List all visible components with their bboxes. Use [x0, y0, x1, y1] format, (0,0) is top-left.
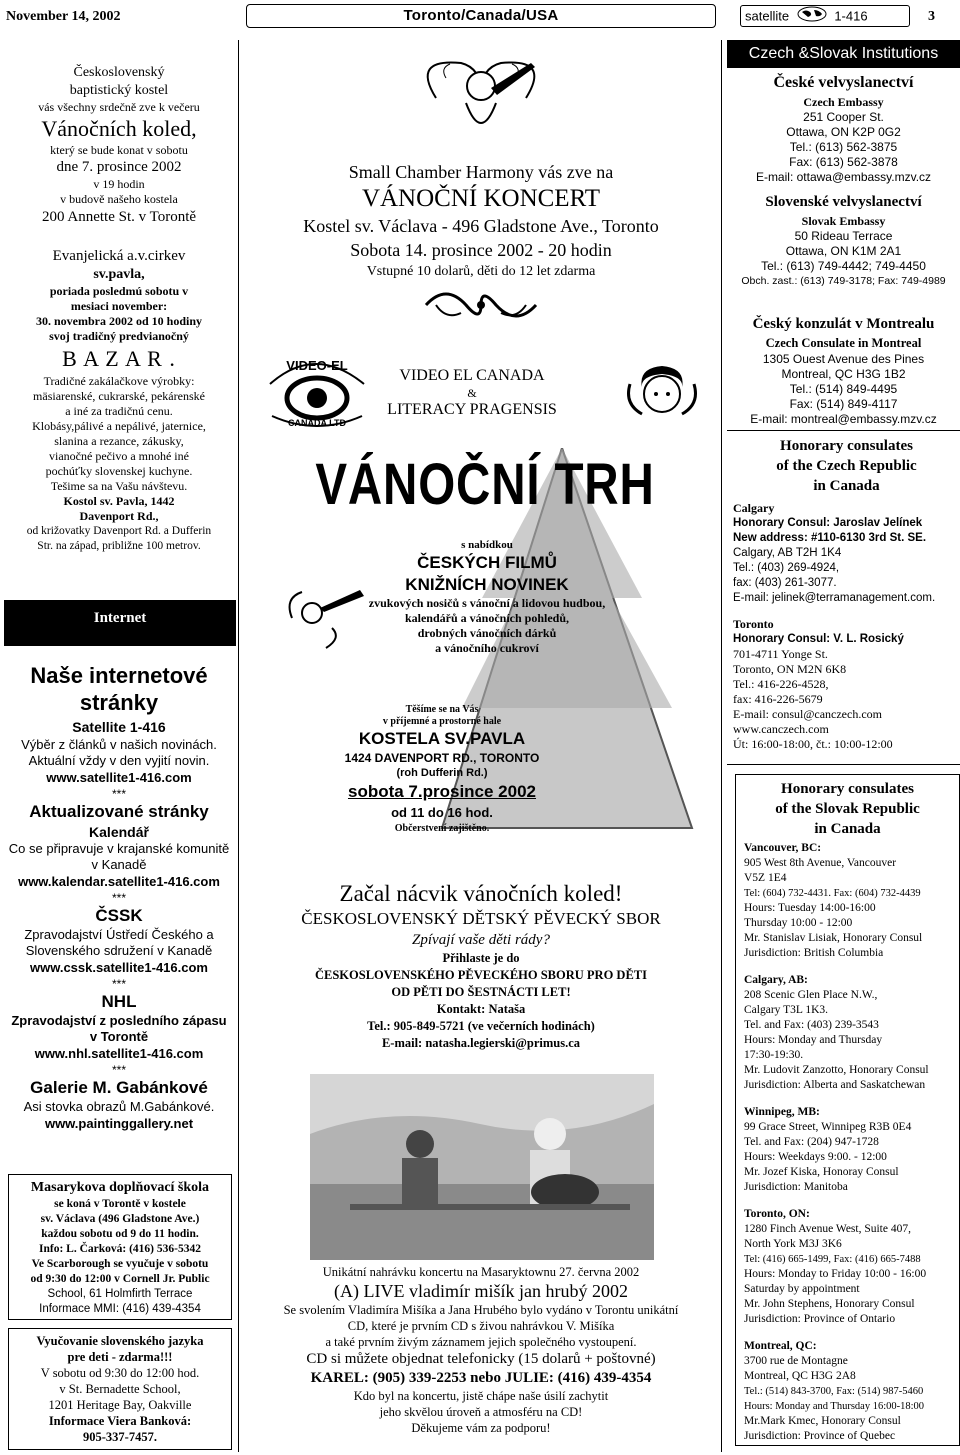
cd-notice [246, 1264, 716, 1436]
cd-title: (A) LIVE vladimír mišík jan hrubý 2002 [334, 1281, 628, 1301]
hc-heading: of the Czech Republic [776, 458, 917, 474]
hc-heading: of the Slovak Republic [775, 801, 920, 817]
hc-line: 17:30-19:30. [744, 1049, 804, 1061]
slovak-honorary-consulates [735, 774, 960, 1446]
hc-line: fax: (403) 261-3077. [733, 577, 837, 589]
hc-line: V5Z 1E4 [744, 872, 787, 884]
box-line: V sobotu od 9:30 do 12:00 hod. [40, 1366, 200, 1380]
globe-icon [796, 6, 828, 28]
notice-line: pochúťky slovenskej kuchyne. [45, 464, 193, 478]
hc-line: Tel.: 416-226-4528, [733, 677, 829, 691]
notice-line: a iné za tradičnú cenu. [65, 404, 173, 418]
hc-line: fax: 416-226-5679 [733, 692, 823, 706]
web-desc: Zpravodajství Ústředí Českého a [24, 927, 214, 942]
hc-city: Montreal, QC: [744, 1340, 817, 1352]
hc-line: Hours: Tuesday 14:00-16:00 [744, 902, 876, 914]
cd-line: jeho skvělou úroveň a atmosféru na CD! [379, 1405, 583, 1419]
hc-line: Honorary Consul: Jaroslav Jelínek [733, 517, 923, 529]
cd-line: Unikátní nahrávku koncertu na Masaryktownu 27. června 2002 [322, 1265, 640, 1279]
angel-illustration [406, 48, 556, 148]
offer-line: a vánočního cukroví [435, 641, 539, 655]
venue-corner: (roh Dufferin Rd.) [396, 767, 488, 779]
choir-notice [246, 880, 716, 1052]
inst-line: Montreal, QC H3G 1B2 [781, 367, 906, 381]
hc-line: Tel. and Fax: (403) 239-3543 [744, 1019, 879, 1031]
notice-line: Klobásy,pálivé a nepálivé, jaternice, [32, 419, 206, 433]
inst-line: Fax: (613) 562-3878 [789, 155, 898, 169]
hc-line: Tel.: (403) 269-4924, [733, 562, 840, 574]
web-section-title: Aktualizované stránky [29, 802, 209, 821]
choir-line: Přihlaste je do [442, 951, 520, 965]
hc-line: Jurisdiction: Province of Quebec [744, 1430, 896, 1442]
notice-line: 30. novembra 2002 od 10 hodiny [35, 314, 203, 328]
page-header [0, 0, 960, 34]
satellite-label: satellite [745, 8, 790, 24]
separator: *** [111, 787, 126, 801]
hc-line: Montreal, QC H3G 2A8 [744, 1370, 856, 1382]
box-line: 1201 Heritage Bay, Oakville [48, 1398, 192, 1412]
inst-line: 50 Rideau Terrace [794, 229, 893, 243]
offer-line: zvukových nosičů s vánoční a lidovou hudbou, [368, 596, 606, 610]
bazar-headline: B A Z A R . [62, 346, 176, 371]
concert-invite: Small Chamber Harmony vás zve na [348, 162, 614, 182]
hc-line: North York M3J 3K6 [744, 1238, 842, 1250]
hc-line: Calgary T3L 1K3. [744, 1004, 828, 1016]
hc-line: Toronto, ON M2N 6K8 [733, 662, 847, 676]
masaryk-school-box [8, 1174, 232, 1320]
hc-city: Toronto [733, 617, 774, 631]
hc-city: Winnipeg, MB: [744, 1106, 820, 1118]
ad-company: LITERACY PRAGENSIS [387, 401, 557, 418]
calendar-link[interactable]: www.kalendar.satellite1-416.com [18, 874, 220, 889]
venue-address: 1424 DAVENPORT RD., TORONTO [344, 751, 540, 765]
hc-city: Vancouver, BC: [744, 842, 822, 854]
inst-heading: Český konzulát v Montrealu [752, 316, 935, 332]
satellite-number: 1-416 [834, 8, 868, 24]
hc-line: 1280 Finch Avenue West, Suite 407, [744, 1223, 911, 1235]
cd-line: CD, které je prvním CD s živou nahrávkou V. Mišíka [347, 1319, 615, 1333]
inst-name: Czech Embassy [803, 95, 884, 109]
hc-city: Calgary [733, 501, 775, 515]
box-line: Informace MMI: (416) 439-4354 [39, 1303, 201, 1315]
angel-portrait-icon [622, 354, 702, 434]
offer-line: kalendářů a vánočních pohledů, [404, 611, 570, 625]
ad-company: VIDEO EL CANADA [399, 367, 545, 384]
notice-line: který se bude konat v sobotu [50, 143, 188, 157]
czech-honorary-consulates [733, 436, 960, 752]
venue-intro: Těšíme se na Vás [405, 704, 479, 715]
column-divider-left [238, 40, 239, 1452]
hc-line: Mr. John Stephens, Honorary Consul [744, 1298, 915, 1310]
web-section-title: Galerie M. Gabánkové [30, 1078, 208, 1097]
concert-ad [246, 44, 716, 340]
concert-date: Sobota 14. prosince 2002 - 20 hodin [350, 240, 612, 260]
notice-line: od križovatky Davenport Rd. a Dufferin [26, 525, 212, 537]
inst-name: Czech Consulate in Montreal [765, 336, 922, 350]
section-title: Toronto/Canada/USA [246, 4, 716, 28]
hc-line: Hours: Monday to Friday 10:00 - 16:00 [744, 1268, 927, 1280]
notice-line: v 19 hodin [93, 177, 145, 191]
web-desc: Zpravodajství z posledního zápasu [11, 1013, 227, 1028]
concert-admission: Vstupné 10 dolarů, děti do 12 let zdarma [366, 264, 596, 279]
choir-line: ČESKOSLOVENSKÉHO PĚVECKÉHO SBORU PRO DĚTI [314, 968, 647, 982]
web-desc: Asi stovka obrazů M.Gabánkové. [23, 1099, 215, 1114]
inst-line: Obch. zast.: (613) 749-3178; Fax: 749-4989 [741, 275, 946, 287]
separator: *** [111, 977, 126, 991]
web-section-subtitle: Kalendář [89, 824, 149, 840]
inst-heading: Slovenské velvyslanectví [765, 194, 922, 210]
cd-thanks: Děkujeme vám za podporu! [411, 1421, 551, 1435]
web-desc: Slovenského sdružení v Kanadě [25, 943, 213, 958]
ornament-divider [416, 280, 546, 330]
hc-hours: Út: 16:00-18:00, čt.: 10:00-12:00 [733, 737, 893, 751]
hc-line: Jurisdiction: Province of Ontario [744, 1313, 896, 1325]
slovak-embassy [727, 192, 960, 289]
notice-line: Československý [73, 65, 165, 80]
hc-city: Calgary, AB: [744, 974, 808, 986]
notice-line: vás všechny srdečně zve k večeru [38, 100, 200, 114]
web-section-title: NHL [101, 992, 137, 1011]
hc-line: 208 Scenic Glen Place N.W., [744, 989, 878, 1001]
notice-line: Evanjelická a.v.cirkev [52, 248, 186, 264]
venue-intro: v příjemné a prostorné hale [382, 716, 502, 727]
box-title: Masarykova doplňovací škola [30, 1180, 210, 1195]
notice-line: sv.pavla, [93, 267, 145, 282]
hc-line: Tel: (416) 665-1499, Fax: (416) 665-7488 [744, 1254, 921, 1265]
concert-title: VÁNOČNÍ KONCERT [361, 185, 601, 212]
hc-line: Thursday 10:00 - 12:00 [744, 917, 853, 929]
trumpet-angel-icon [282, 578, 372, 658]
inst-email[interactable]: E-mail: ottawa@embassy.mzv.cz [755, 170, 932, 184]
cssk-link[interactable]: www.cssk.satellite1-416.com [29, 960, 208, 975]
inst-line: Ottawa, ON K2P 0G2 [786, 125, 901, 139]
choir-email[interactable]: E-mail: natasha.legierski@primus.ca [381, 1036, 581, 1050]
hc-line: Tel. and Fax: (204) 947-1728 [744, 1136, 879, 1148]
web-title: Naše internetové stránky [30, 663, 208, 715]
market-hours: od 11 do 16 hod. [391, 805, 493, 820]
venue-name: KOSTELA SV.PAVLA [358, 729, 526, 748]
notice-line: v budově našeho kostela [60, 192, 178, 206]
hc-city: Toronto, ON: [744, 1208, 810, 1220]
satellite-link[interactable]: www.satellite1-416.com [46, 770, 192, 785]
separator: *** [111, 1063, 126, 1077]
hc-line: Hours: Monday and Thursday 16:00-18:00 [744, 1401, 925, 1412]
hc-line: 3700 rue de Montagne [744, 1355, 848, 1367]
hc-line: Mr. Ludovit Zanzotto, Honorary Consul [744, 1064, 929, 1076]
logo-subtext: CANADA LTD [288, 418, 346, 428]
box-line: 905-337-7457. [83, 1430, 157, 1444]
notice-line: baptistický kostel [69, 83, 169, 98]
box-line: pre deti - zdarma!!! [67, 1350, 173, 1364]
hc-line: Hours: Weekdays 9:00. - 12:00 [744, 1151, 887, 1163]
inst-line: Fax: (514) 849-4117 [789, 397, 898, 411]
page-number: 3 [928, 9, 935, 24]
hc-line: Mr. Jozef Kiska, Honoray Consul [744, 1166, 899, 1178]
hc-heading: in Canada [814, 821, 881, 837]
czech-consulate-montreal [727, 314, 960, 427]
video-el-logo [262, 354, 372, 434]
inst-line: Tel.: (514) 849-4495 [789, 382, 898, 396]
concert-photo [310, 1074, 654, 1260]
choir-headline: Začal nácvik vánočních koled! [339, 881, 623, 906]
hc-heading: in Canada [813, 478, 880, 494]
web-desc: v Kanadě [91, 857, 147, 872]
hc-line: Saturday by appointment [744, 1283, 860, 1295]
notice-line: poriada posledmú sobotu v [49, 284, 189, 298]
notice-line: dne 7. prosince 2002 [56, 159, 182, 175]
cd-line: Se svolením Vladimíra Mišíka a Jana Hrubého bylo vydáno v Torontu unikátní [283, 1303, 679, 1317]
separator: *** [111, 891, 126, 905]
hc-heading: Honorary consulates [780, 438, 913, 454]
choir-question: Zpívají vaše děti rády? [412, 932, 550, 948]
hc-line: New address: #110-6130 3rd St. SE. [733, 532, 927, 544]
notice-line: Tradičné zakálačkove výrobky: [43, 374, 195, 388]
web-subtitle: Satellite 1-416 [72, 719, 166, 735]
czech-embassy [727, 72, 960, 185]
inst-line: Ottawa, ON K1M 2A1 [785, 244, 902, 258]
ad-ampersand: & [467, 386, 477, 400]
notice-line: Davenport Rd., [79, 509, 159, 523]
notice-line: Tešime sa na Vašu návštevu. [50, 479, 188, 493]
hc-line: Mr.Mark Kmec, Honorary Consul [744, 1415, 901, 1427]
market-headline: VÁNOČNÍ TRH [315, 452, 655, 517]
nhl-link[interactable]: www.nhl.satellite1-416.com [34, 1046, 204, 1061]
web-desc: v Torontě [89, 1029, 149, 1044]
box-line: od 9:30 do 12:00 v Cornell Jr. Public [30, 1273, 210, 1285]
inst-line: 251 Cooper St. [803, 110, 884, 124]
offer-intro: s nabídkou [461, 539, 513, 551]
box-line: Info: L. Čarková: (416) 536-5342 [39, 1243, 201, 1255]
hc-line: Jurisdiction: Alberta and Saskatchewan [744, 1079, 926, 1091]
notice-line: vianočné pečivo a mnohé iné [49, 449, 189, 463]
box-line: Vyučovanie slovenského jazyka [36, 1334, 204, 1348]
notice-line: mesiaci november: [70, 299, 168, 313]
box-line: Ve Scarborough se vyučuje v sobotu [31, 1258, 209, 1270]
hc-website[interactable]: www.canczech.com [733, 722, 829, 736]
hc-line: Tel.: (514) 843-3700, Fax: (514) 987-5460 [744, 1386, 924, 1397]
web-desc: Co se připravuje v krajanské komunitě [8, 841, 230, 856]
gallery-link[interactable]: www.paintinggallery.net [44, 1116, 194, 1131]
web-section-title: ČSSK [95, 906, 143, 925]
issue-date: November 14, 2002 [6, 9, 121, 24]
christmas-market-ad [262, 338, 708, 858]
hc-email[interactable]: E-mail: jelinek@terramanagement.com. [733, 592, 936, 604]
logo-text: VIDEO-EL [286, 358, 348, 373]
offer-films: ČESKÝCH FILMŮ [417, 553, 557, 572]
web-desc: Výběr z článků v našich novinách. [21, 737, 217, 752]
cd-line: Kdo byl na koncertu, jistě chápe naše úsilí zachytit [353, 1389, 609, 1403]
hc-email[interactable]: E-mail: consul@canczech.com [733, 707, 882, 721]
left-column [4, 46, 234, 554]
notice-line: svoj tradičný predvianočný [49, 329, 189, 343]
hc-line: Calgary, AB T2H 1K4 [733, 547, 842, 559]
divider [727, 430, 960, 431]
slovak-school-box [8, 1328, 232, 1450]
box-line: v St. Bernadette School, [59, 1382, 181, 1396]
choir-line: OD PĚTI DO ŠESTNÁCTI LET! [391, 985, 571, 999]
box-line: sv. Václava (496 Gladstone Ave.) [40, 1213, 200, 1225]
refreshments-note: Občerstvení zajištěno. [394, 823, 490, 834]
notice-line: mäsiarenské, cukrarské, pekárenské [33, 389, 205, 403]
hc-line: Jurisdiction: Manitoba [744, 1181, 848, 1193]
hc-line: Honorary Consul: V. L. Rosický [733, 633, 904, 645]
inst-heading: České velvyslanectví [773, 74, 914, 91]
choir-contact: Kontakt: Nataša [436, 1002, 526, 1016]
inst-name: Slovak Embassy [801, 214, 886, 228]
column-divider-right [721, 40, 722, 1452]
box-line: Informace Viera Banková: [48, 1414, 192, 1428]
bazar-notice [4, 247, 234, 554]
inst-line: Tel.: (613) 749-4442; 749-4450 [761, 259, 926, 273]
notice-headline: Vánočních koled, [41, 116, 197, 141]
internet-section-title: Internet [4, 600, 236, 646]
notice-line: Str. na západ, približne 100 metrov. [37, 540, 201, 552]
hc-line: Hours: Monday and Thursday [744, 1034, 883, 1046]
box-line: School, 61 Holmfirth Terrace [47, 1288, 193, 1300]
choir-phone: Tel.: 905-849-5721 (ve večerních hodinách) [367, 1019, 595, 1033]
hc-line: 905 West 8th Avenue, Vancouver [744, 857, 897, 869]
market-date: sobota 7.prosince 2002 [347, 782, 537, 801]
hc-line: 99 Grace Street, Winnipeg R3B 0E4 [744, 1121, 912, 1133]
cd-phones: KAREL: (905) 339-2253 nebo JULIE: (416) 439-4354 [310, 1370, 652, 1386]
box-line: každou sobotu od 9 do 11 hodin. [41, 1228, 199, 1240]
box-line: se koná v Torontě v kostele [54, 1198, 186, 1210]
inst-line: Tel.: (613) 562-3875 [789, 140, 898, 154]
cd-line: a také prvním živým záznamem jejich společného vystoupení. [325, 1335, 637, 1349]
web-pages-list [4, 662, 234, 1133]
divider [727, 764, 960, 765]
cd-order: CD si můžete objednat telefonicky (15 dolarů + poštovné) [306, 1351, 656, 1367]
satellite-badge [740, 5, 910, 27]
notice-line: slanina a rezance, zákusky, [54, 434, 184, 448]
choir-name: ČESKOSLOVENSKÝ DĚTSKÝ PĚVECKÝ SBOR [301, 909, 661, 928]
offer-books: KNIŽNÍCH NOVINEK [405, 575, 569, 594]
hc-line: Mr. Stanislav Lisiak, Honorary Consul [744, 932, 923, 944]
institutions-title: Czech &Slovak Institutions [727, 40, 960, 68]
inst-line: 1305 Ouest Avenue des Pines [762, 352, 925, 366]
notice-line: Kostol sv. Pavla, 1442 [63, 494, 175, 508]
hc-line: Tel: (604) 732-4431. Fax: (604) 732-4439 [744, 888, 921, 899]
hc-heading: Honorary consulates [781, 781, 914, 797]
hc-line: 701-4711 Yonge St. [733, 647, 828, 661]
concert-venue: Kostel sv. Václava - 496 Gladstone Ave., Toronto [303, 216, 659, 236]
hc-line: Jurisdiction: British Columbia [744, 947, 884, 959]
offer-line: drobných vánočních dárků [417, 626, 557, 640]
inst-email[interactable]: E-mail: montreal@embassy.mzv.cz [750, 412, 937, 426]
baptist-church-notice [4, 64, 234, 227]
web-desc: Aktuální vždy v den vyjití novin. [28, 753, 210, 768]
notice-line: 200 Annette St. v Torontě [41, 209, 197, 225]
